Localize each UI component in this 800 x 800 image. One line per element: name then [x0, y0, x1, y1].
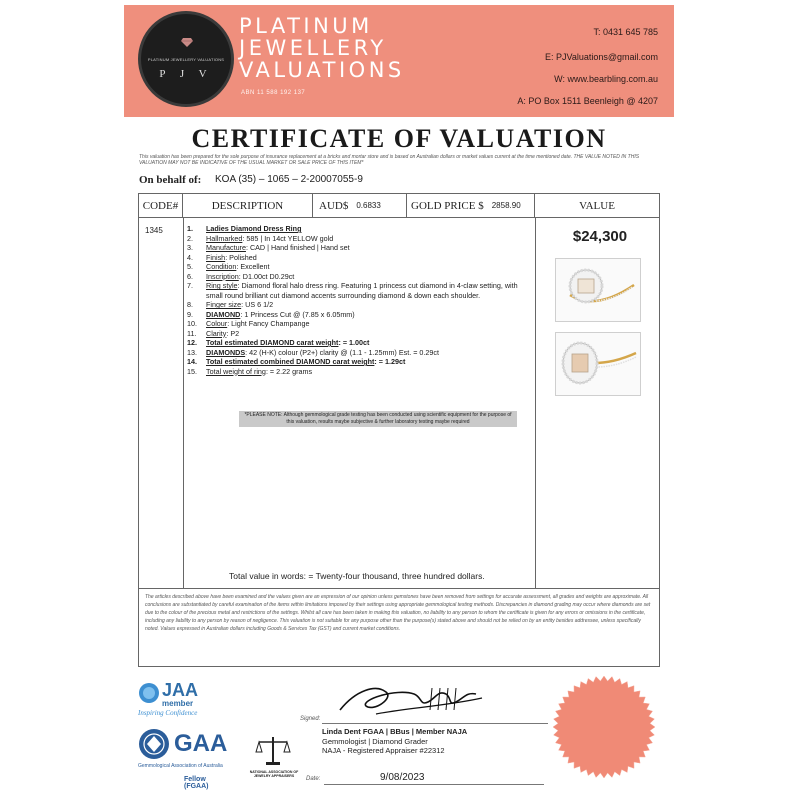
- item-code: 1345: [145, 226, 163, 235]
- date-line: [324, 784, 544, 785]
- item-text: [206, 329, 239, 339]
- date-value: 9/08/2023: [380, 772, 425, 783]
- certificate-title: CERTIFICATE OF VALUATION: [191, 124, 607, 153]
- item-label: Finish: [206, 252, 226, 262]
- description-item: [187, 262, 532, 272]
- item-label: Hallmarked: [206, 233, 243, 243]
- item-value: : = 1.00ct: [338, 338, 370, 347]
- item-text: [206, 357, 405, 367]
- description-list: [187, 224, 532, 376]
- brand-line-3: VALUATIONS: [239, 58, 405, 82]
- item-value: : CAD | Hand finished | Hand set: [245, 243, 350, 252]
- item-value: : Light Fancy Champange: [227, 319, 310, 328]
- column-divider: [535, 218, 536, 588]
- jaa-globe-icon: [138, 682, 160, 704]
- item-text: [206, 348, 439, 358]
- item-label: Inscription: [206, 271, 239, 281]
- signature-image: [336, 680, 486, 720]
- item-label: Total estimated combined DIAMOND carat weight: [206, 357, 375, 366]
- scales-icon: [254, 734, 292, 766]
- item-number: 6.: [187, 271, 193, 281]
- logo-initials: P J V: [159, 68, 213, 80]
- description-item: [187, 272, 532, 282]
- brand-name: [239, 15, 459, 81]
- description-item: [187, 234, 532, 244]
- item-value: : 585 | In 14ct YELLOW gold: [242, 233, 334, 243]
- description-item: [187, 253, 532, 263]
- description-item: [187, 310, 532, 320]
- valuation-disclaimer: This valuation has been prepared for the sole purpose of insurance replacement at a bricks and mortar store and is based on Australian dollars or market values current at the time mentioned date. THE VALUE NOTED IN THIS VALUATION MAY NOT BE INDICATIVE OF THE USUAL MARKET OR SALE PRICE OF THIS ITEM*: [139, 154, 640, 166]
- valuation-table: [138, 193, 660, 667]
- item-text: [206, 300, 273, 310]
- description-item: [187, 281, 532, 300]
- contact-address: A: PO Box 1511 Beenleigh @ 4207: [517, 96, 658, 106]
- header-description-label: DESCRIPTION: [211, 199, 284, 212]
- on-behalf-value: KOA (35) – 1065 – 2-20007055-9: [215, 174, 363, 185]
- ring-photo-front: [555, 258, 641, 322]
- item-label: Total weight of ring: [206, 366, 266, 376]
- item-text: [206, 243, 350, 253]
- item-value: : 1 Princess Cut @ (7.85 x 6.05mm): [240, 309, 355, 319]
- gaa-emblem-icon: [138, 728, 170, 760]
- item-number: 5.: [187, 262, 193, 271]
- header-aud: [313, 194, 407, 218]
- description-item: [187, 329, 532, 339]
- item-text: [206, 310, 355, 320]
- item-value: : Polished: [225, 252, 257, 262]
- valuation-seal: [552, 675, 656, 779]
- header-gold-label: GOLD PRICE $: [411, 199, 484, 212]
- gaa-name: Gemmological Association of Australia: [138, 763, 223, 769]
- header-banner: [124, 5, 674, 117]
- item-number: 12.: [187, 338, 197, 347]
- header-value: [535, 194, 659, 218]
- item-number: 10.: [187, 319, 197, 328]
- header-code: [139, 194, 183, 218]
- brand-line-2: JEWELLERY: [239, 36, 387, 60]
- grading-note: *PLEASE NOTE: Although gemmological grade testing has been conducted using scientific equipment for the purpose of this valuation, results maybe subjective & further laboratory testing maybe required: [239, 411, 517, 427]
- item-number: 1.: [187, 224, 193, 233]
- description-item: [187, 224, 532, 234]
- date-label: Date:: [306, 776, 321, 782]
- header-description: [183, 194, 313, 218]
- description-item: [187, 338, 532, 348]
- item-label: Total estimated DIAMOND carat weight: [206, 338, 339, 347]
- item-text: [206, 234, 333, 244]
- item-label: Ring style: [206, 281, 238, 290]
- logo-small-text: PLATINUM JEWELLERY VALUATIONS: [147, 57, 225, 62]
- jaa-text: JAA: [162, 680, 199, 700]
- header-gold-value: 2858.90: [491, 201, 521, 210]
- signer-name: Linda Dent FGAA | BBus | Member NAJA: [322, 727, 468, 736]
- item-label: DIAMONDS: [206, 347, 246, 357]
- header-aud-value: 0.6833: [356, 201, 381, 210]
- item-number: 2.: [187, 233, 193, 243]
- diamond-icon: [181, 38, 193, 47]
- header-aud-label: AUD$: [319, 199, 349, 212]
- header-value-label: VALUE: [579, 199, 615, 212]
- description-item: [187, 319, 532, 329]
- item-text: [206, 253, 257, 263]
- terms-text: The articles described above have been examined and the values given are an expression of our opinion unless gemstones have been removed from settings for accurate assessment, all grades and weights are approximate. All conclusions are substantiated by careful examination of the items within limitations imposed by their settings using appropriate gemmological testing methods. Discrepancies in diamond grading may occur where diamonds are set due to the colour of the precious metal and restrictions of the settings. Whilst all care has been taken in making this valuation, no liability to any person to whom the certificate is given for any errors or omissions in the certificate, including any liability to any person by reason of negligence. This valuation is not suitable for any purpose other than the purpose(s) stated above and should not be relied on by an entity besides addressee, unless specifically noted. Values expressed in Australian dollars including Goods & Services Tax (GST) and current market conditions.: [139, 588, 659, 637]
- description-item: [187, 300, 532, 310]
- item-number: 7.: [187, 281, 193, 290]
- item-value: : Excellent: [236, 262, 270, 271]
- item-label: Manufacture: [206, 243, 246, 252]
- ring-photo-side: [555, 332, 641, 396]
- naja-text: NATIONAL ASSOCIATION OF JEWELRY APPRAISERS: [249, 770, 299, 778]
- pjv-logo: [138, 11, 234, 107]
- item-value: : D1.00ct D0.29ct: [238, 271, 295, 281]
- description-item: [187, 243, 532, 253]
- item-label: DIAMOND: [206, 309, 241, 319]
- gaa-fellow: Fellow (FGAA): [184, 776, 209, 790]
- description-item: [187, 357, 532, 367]
- item-value: : = 1.29ct: [374, 357, 406, 366]
- item-number: 11.: [187, 328, 197, 338]
- jaa-member: member: [162, 699, 194, 708]
- item-value: : US 6 1/2: [241, 300, 274, 309]
- item-number: 8.: [187, 300, 193, 309]
- item-label: Colour: [206, 319, 228, 328]
- item-number: 9.: [187, 309, 193, 319]
- signed-label: Signed:: [300, 716, 321, 722]
- item-label: Condition: [206, 262, 237, 271]
- signer-title: Gemmologist | Diamond Grader: [322, 737, 428, 746]
- item-text: [206, 272, 294, 282]
- jaa-tagline: Inspiring Confidence: [138, 709, 198, 717]
- item-label: Ladies Diamond Dress Ring: [206, 224, 302, 233]
- item-text: [206, 367, 312, 377]
- item-text: [206, 262, 270, 272]
- item-text: [206, 319, 310, 329]
- signature-line: [322, 723, 548, 724]
- header-gold: [407, 194, 535, 218]
- on-behalf-label: On behalf of:: [139, 174, 202, 186]
- item-text: [206, 224, 301, 234]
- item-value: : 42 (H-K) colour (P2+) clarity @ (1.1 - 1.25mm) Est. = 0.29ct: [245, 347, 439, 357]
- signer-registration: NAJA - Registered Appraiser #22312: [322, 746, 445, 755]
- item-value: : = 2.22 grams: [265, 366, 313, 376]
- item-number: 14.: [187, 357, 197, 366]
- contact-phone: T: 0431 645 785: [593, 27, 658, 37]
- contact-email: E: PJValuations@gmail.com: [544, 52, 658, 62]
- item-label: Finger size: [206, 300, 242, 309]
- total-value-words: [229, 571, 485, 581]
- description-item: [187, 367, 532, 377]
- item-number: 3.: [187, 243, 193, 252]
- total-words-value: = Twenty-four thousand, three hundred dollars.: [308, 571, 485, 581]
- item-value: $24,300: [572, 228, 628, 245]
- item-number: 13.: [187, 347, 197, 357]
- item-number: 15.: [187, 366, 197, 376]
- description-item: [187, 348, 532, 358]
- item-text: [206, 338, 369, 348]
- item-text: [206, 281, 532, 300]
- brand-line-1: PLATINUM: [239, 14, 373, 38]
- item-number: 4.: [187, 252, 193, 262]
- column-divider: [183, 218, 184, 588]
- gaa-text: GAA: [174, 730, 228, 757]
- header-code-label: CODE#: [142, 199, 179, 212]
- item-value: : Diamond floral halo dress ring. Featuring 1 princess cut diamond in 4-claw setting, with small round brilliant cut diamond accents surrounding diamond & down each shoulder.: [206, 281, 518, 300]
- contact-website: W: www.bearbling.com.au: [554, 74, 658, 84]
- item-label: Clarity: [206, 328, 227, 338]
- total-words-label: Total value in words:: [229, 571, 307, 581]
- abn-number: ABN 11 588 192 137: [241, 90, 306, 96]
- item-value: : P2: [226, 328, 240, 338]
